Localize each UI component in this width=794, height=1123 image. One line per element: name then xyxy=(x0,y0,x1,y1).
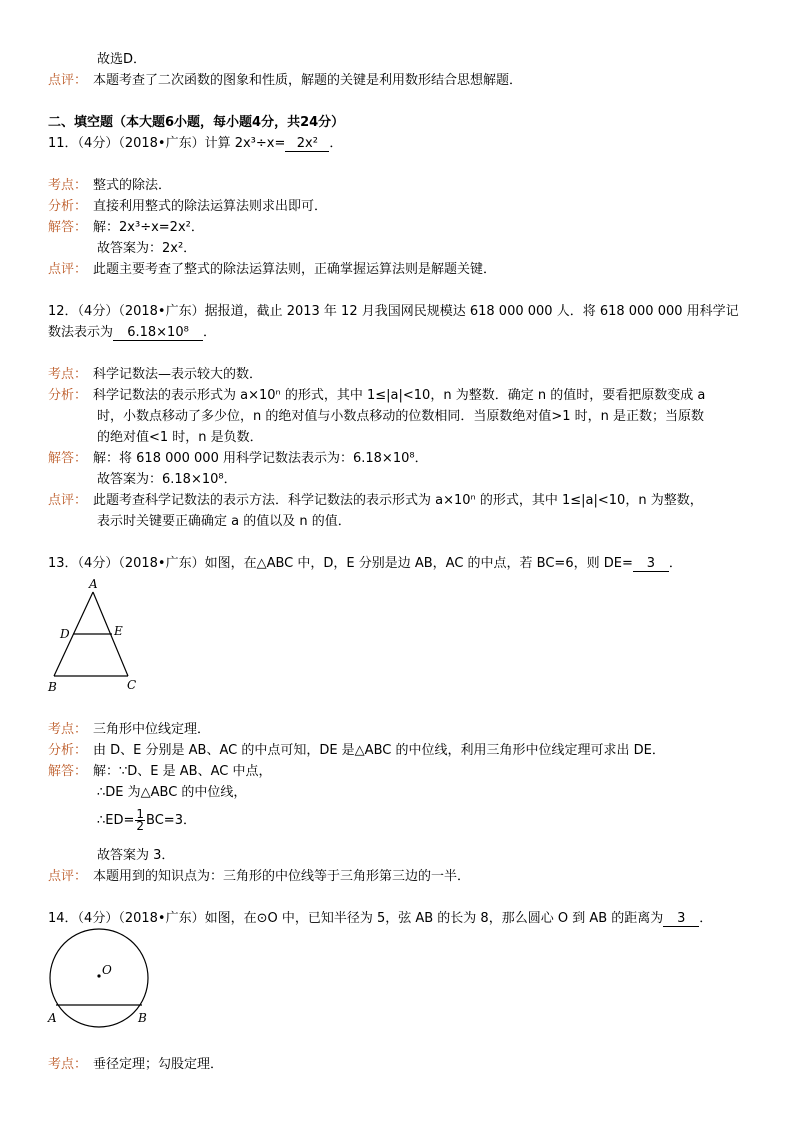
q11-stem-end: ． xyxy=(329,136,343,151)
circle-figure xyxy=(40,928,160,1028)
dianping-tag: 点评： xyxy=(48,869,88,884)
jieda-tag: 解答： xyxy=(48,764,88,779)
q11-fenxi-row xyxy=(48,199,327,215)
q14-kaodian-row xyxy=(48,1057,223,1073)
label-d: D xyxy=(60,627,70,641)
dianping-text-line1: 此题考查科学记数法的表示方法．科学记数法的表示形式为 a×10ⁿ 的形式，其中 1≤|a|<10，n 为整数， xyxy=(93,493,703,508)
fenxi-text: 直接利用整式的除法运算法则求出即可． xyxy=(93,199,328,214)
kaodian-tag: 考点： xyxy=(48,722,88,737)
circle-o xyxy=(50,929,148,1027)
jieda-tag: 解答： xyxy=(48,451,88,466)
q13-jieda-row xyxy=(48,764,271,780)
q13-ed-prefix: ∴ED= xyxy=(97,813,135,828)
jieda-text: 解：2x³÷x=2x²． xyxy=(93,220,204,235)
q12-dianping-row xyxy=(48,493,703,509)
label-a: A xyxy=(48,1011,57,1025)
q13-stem xyxy=(48,556,682,572)
q12-fenxi-line2: 时，小数点移动了多少位，n 的绝对值与小数点移动的位数相同．当原数绝对值>1 时，n 是正数；当原数 xyxy=(97,409,705,424)
fraction-one-half xyxy=(135,809,145,832)
q13-answer-blank: 3 xyxy=(633,556,669,572)
q12-jieda-row xyxy=(48,451,428,467)
kaodian-text: 科学记数法—表示较大的数． xyxy=(93,367,263,382)
q12-jieda-answer: 故答案为：6.18×10⁸． xyxy=(97,472,237,487)
jieda-text: 解：∵D、E 是 AB、AC 中点， xyxy=(93,764,272,779)
q13-jieda-answer: 故答案为 3． xyxy=(97,848,175,863)
q13-ed-suffix: BC=3． xyxy=(146,813,196,828)
q10-answer: 故选D． xyxy=(97,52,147,67)
jieda-tag: 解答： xyxy=(48,220,88,235)
label-b: B xyxy=(138,1011,147,1025)
q12-stem-line1: 12．（4分）（2018•广东）据报道，截止 2013 年 12 月我国网民规模达 618 000 000 人．将 618 000 000 用科学记 xyxy=(48,304,739,319)
label-a: A xyxy=(89,577,98,591)
comment-text: 本题考查了二次函数的图象和性质，解题的关键是利用数形结合思想解题． xyxy=(93,73,523,88)
dianping-text: 此题主要考查了整式的除法运算法则，正确掌握运算法则是解题关键． xyxy=(93,262,497,277)
q13-jieda-line2: ∴DE 为△ABC 的中位线， xyxy=(97,785,247,800)
kaodian-text: 整式的除法． xyxy=(93,178,172,193)
q14-answer-blank: 3 xyxy=(663,911,699,927)
q11-stem xyxy=(48,136,342,152)
dianping-text: 本题用到的知识点为：三角形的中位线等于三角形第三边的一半． xyxy=(93,869,471,884)
q13-dianping-row xyxy=(48,869,470,885)
q12-stem-line2 xyxy=(48,325,216,341)
fenxi-text-line1: 科学记数法的表示形式为 a×10ⁿ 的形式，其中 1≤|a|<10，n 为整数．确定 n 的值时，要看把原数变成 a xyxy=(93,388,706,403)
q12-dianping-line2: 表示时关键要正确确定 a 的值以及 n 的值． xyxy=(97,514,351,529)
q11-kaodian-row xyxy=(48,178,171,194)
q11-dianping-row xyxy=(48,262,496,278)
label-b: B xyxy=(48,680,57,694)
q13-stem-text: 13．（4分）（2018•广东）如图，在△ABC 中，D，E 分别是边 AB，AC 的中点，若 BC=6，则 DE= xyxy=(48,556,633,571)
q14-stem xyxy=(48,911,712,927)
jieda-text: 解：将 618 000 000 用科学记数法表示为：6.18×10⁸． xyxy=(93,451,428,466)
kaodian-text: 垂径定理；勾股定理． xyxy=(93,1057,224,1072)
q11-jieda-answer: 故答案为：2x²． xyxy=(97,241,197,256)
kaodian-text: 三角形中位线定理． xyxy=(93,722,211,737)
label-o: O xyxy=(102,963,112,977)
center-point xyxy=(97,974,100,977)
q13-fenxi-row xyxy=(48,743,665,759)
fenxi-tag: 分析： xyxy=(48,743,88,758)
comment-tag: 点评： xyxy=(48,73,88,88)
kaodian-tag: 考点： xyxy=(48,367,88,382)
q12-stem-text: 数法表示为 xyxy=(48,325,114,340)
q12-kaodian-row xyxy=(48,367,262,383)
q11-stem-text: 11．（4分）（2018•广东）计算 2x³÷x= xyxy=(48,136,286,151)
label-c: C xyxy=(127,678,137,692)
fenxi-tag: 分析： xyxy=(48,199,88,214)
q12-fenxi-line3: 的绝对值<1 时，n 是负数． xyxy=(97,430,263,445)
q12-answer-blank: 6.18×10⁸ xyxy=(113,325,203,341)
fenxi-tag: 分析： xyxy=(48,388,88,403)
label-e: E xyxy=(114,624,123,638)
q11-jieda-row xyxy=(48,220,204,236)
fraction-denominator: 2 xyxy=(136,819,145,833)
dianping-tag: 点评： xyxy=(48,262,88,277)
kaodian-tag: 考点： xyxy=(48,1057,88,1072)
kaodian-tag: 考点： xyxy=(48,178,88,193)
fenxi-text: 由 D、E 分别是 AB、AC 的中点可知，DE 是△ABC 的中位线，利用三角形中位线定理可求出 DE． xyxy=(93,743,665,758)
section-title: 二、填空题（本大题6小题，每小题4分，共24分） xyxy=(48,115,345,130)
q12-stem-end: ． xyxy=(203,325,217,340)
q14-stem-end: ． xyxy=(699,911,713,926)
q13-stem-end: ． xyxy=(668,556,682,571)
q13-kaodian-row xyxy=(48,722,210,738)
dianping-tag: 点评： xyxy=(48,493,88,508)
fraction-numerator: 1 xyxy=(136,807,145,821)
q10-comment-row xyxy=(48,73,522,89)
q13-jieda-line3 xyxy=(97,808,196,834)
q11-answer-blank: 2x² xyxy=(285,136,329,152)
triangle-figure xyxy=(40,575,150,695)
q12-fenxi-row xyxy=(48,388,705,404)
q14-stem-text: 14．（4分）（2018•广东）如图，在⊙O 中，已知半径为 5，弦 AB 的长为 8，那么圆心 O 到 AB 的距离为 xyxy=(48,911,664,926)
